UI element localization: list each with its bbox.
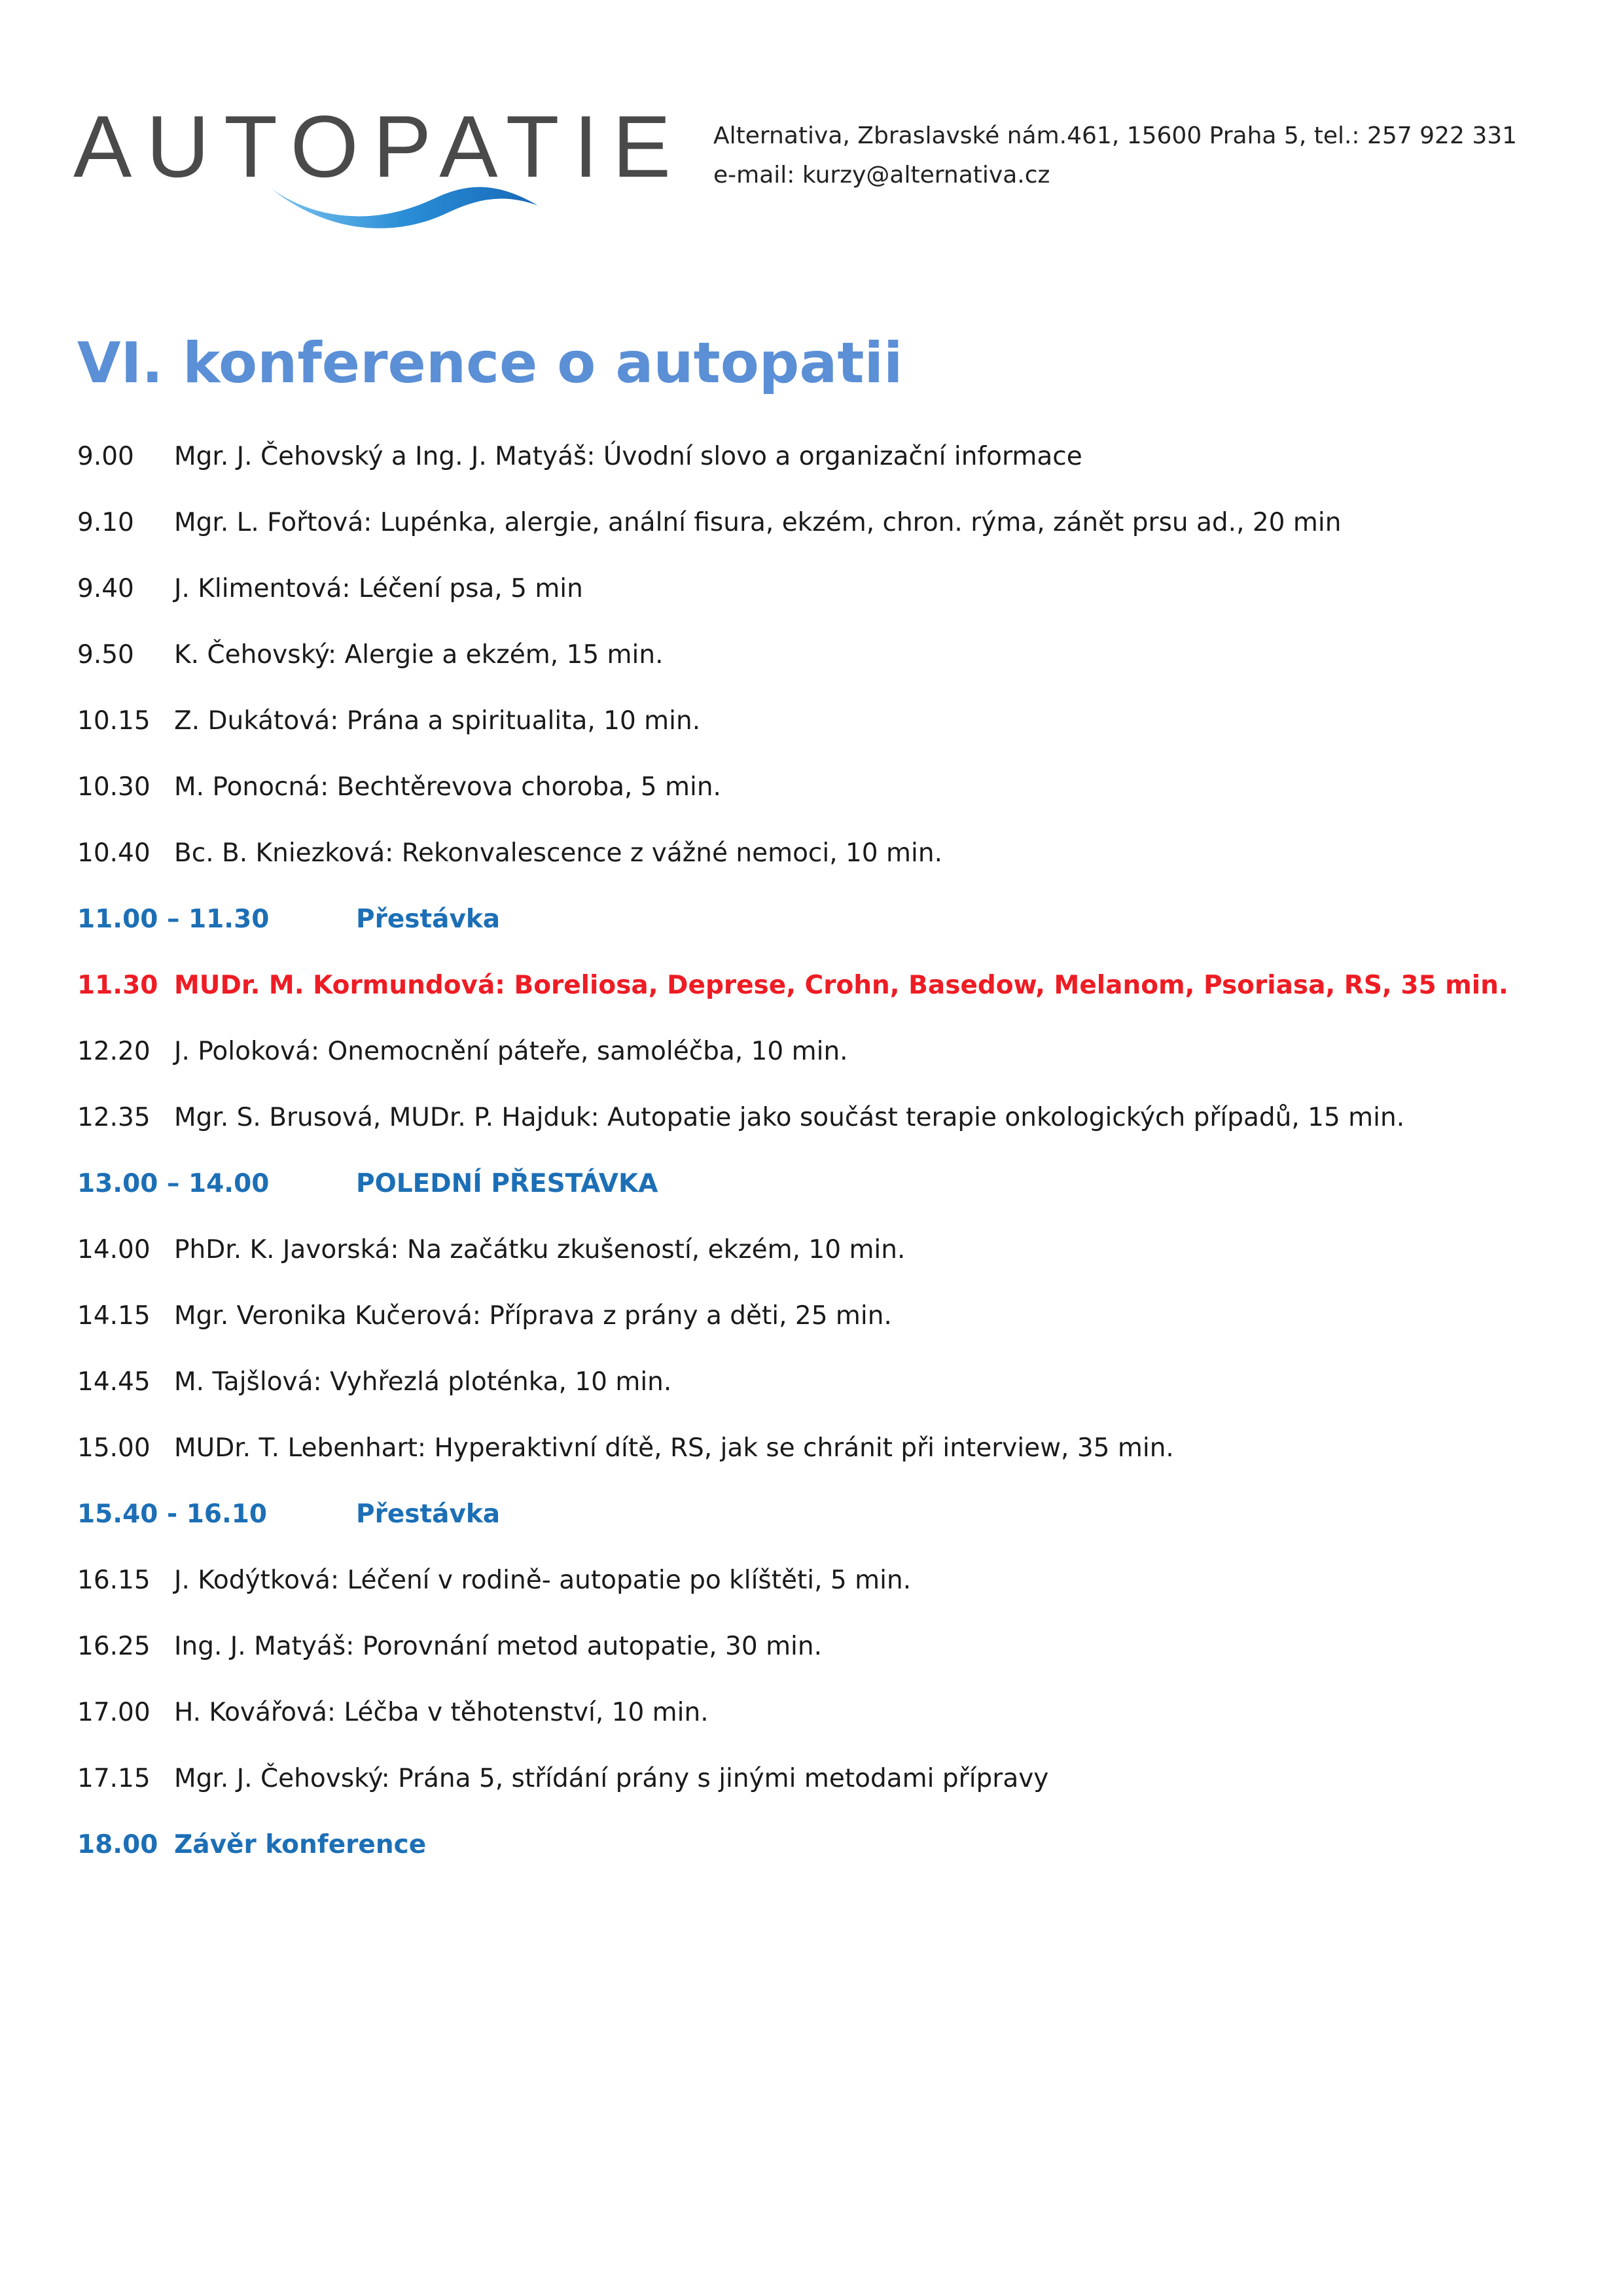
contact-info	[713, 117, 1517, 195]
schedule-row	[77, 971, 1556, 1037]
schedule-row	[77, 1235, 1556, 1301]
schedule-description: M. Tajšlová: Vyhřezlá ploténka, 10 min.	[174, 1367, 672, 1397]
schedule-description: MUDr. M. Kormundová: Boreliosa, Deprese, Crohn, Basedow, Melanom, Psoriasa, RS, 35 min.	[174, 971, 1508, 1000]
page-title: VI. konference o autopatii	[77, 331, 903, 396]
schedule-time: 12.35	[77, 1103, 151, 1132]
schedule-row	[77, 1103, 1556, 1169]
schedule-time: 11.00 – 11.30	[77, 905, 270, 934]
schedule-time: 14.15	[77, 1301, 151, 1331]
schedule-description: J. Kodýtková: Léčení v rodině- autopatie po klíštěti, 5 min.	[174, 1566, 912, 1595]
schedule-time: 16.25	[77, 1632, 151, 1661]
schedule-description: K. Čehovský: Alergie a ekzém, 15 min.	[174, 640, 664, 670]
logo-wave-icon	[270, 174, 544, 233]
schedule-time: 10.30	[77, 772, 151, 802]
schedule-description: Mgr. J. Čehovský: Prána 5, střídání prány s jinými metodami přípravy	[174, 1764, 1049, 1793]
schedule-row	[77, 838, 1556, 905]
schedule-time: 15.40 - 16.10	[77, 1499, 268, 1529]
schedule-time: 9.00	[77, 442, 134, 471]
schedule-description: Bc. B. Kniezková: Rekonvalescence z vážné nemoci, 10 min.	[174, 838, 942, 868]
schedule-row	[77, 1367, 1556, 1433]
schedule-time: 9.50	[77, 640, 134, 670]
schedule-time: 17.00	[77, 1698, 151, 1727]
schedule-row	[77, 442, 1556, 508]
schedule-row	[77, 1764, 1556, 1830]
schedule-description: Mgr. Veronika Kučerová: Příprava z prány a děti, 25 min.	[174, 1301, 892, 1331]
schedule-row	[77, 508, 1556, 574]
schedule-time: 16.15	[77, 1566, 151, 1595]
schedule-description: MUDr. T. Lebenhart: Hyperaktivní dítě, RS, jak se chránit při interview, 35 min.	[174, 1433, 1174, 1463]
schedule-time: 18.00	[77, 1830, 158, 1859]
schedule-time: 9.10	[77, 508, 134, 537]
autopatie-logo	[73, 98, 686, 228]
schedule-time: 17.15	[77, 1764, 151, 1793]
schedule-time: 11.30	[77, 971, 158, 1000]
schedule-row	[77, 574, 1556, 640]
contact-address: Alternativa, Zbraslavské nám.461, 15600 Praha 5, tel.: 257 922 331	[713, 122, 1518, 149]
schedule-row	[77, 1698, 1556, 1764]
schedule-time: 15.00	[77, 1433, 151, 1463]
schedule-time: 9.40	[77, 574, 134, 603]
schedule-row	[77, 706, 1556, 772]
schedule-description: Přestávka	[356, 1499, 501, 1529]
schedule-break-row	[77, 1169, 1556, 1235]
schedule-row	[77, 1566, 1556, 1632]
schedule-break-row	[77, 905, 1556, 971]
schedule-row	[77, 1433, 1556, 1499]
schedule-time: 13.00 – 14.00	[77, 1169, 270, 1198]
schedule-description: Závěr konference	[174, 1830, 427, 1859]
logo-text: AUTOPATIE	[73, 98, 686, 196]
schedule-description: Mgr. S. Brusová, MUDr. P. Hajduk: Autopatie jako součást terapie onkologických případů, 15 min.	[174, 1103, 1405, 1132]
schedule-row	[77, 1301, 1556, 1367]
schedule-time: 10.40	[77, 838, 151, 868]
schedule-time: 14.00	[77, 1235, 151, 1265]
schedule-row	[77, 1830, 1556, 1896]
schedule-row	[77, 1632, 1556, 1698]
schedule-break-row	[77, 1499, 1556, 1566]
schedule-description: POLEDNÍ PŘESTÁVKA	[356, 1169, 658, 1198]
schedule-description: PhDr. K. Javorská: Na začátku zkušeností, ekzém, 10 min.	[174, 1235, 906, 1265]
schedule-description: Přestávka	[356, 905, 501, 934]
schedule-time: 10.15	[77, 706, 151, 736]
schedule-description: J. Klimentová: Léčení psa, 5 min	[174, 574, 583, 603]
schedule-row	[77, 1037, 1556, 1103]
schedule-row	[77, 772, 1556, 838]
schedule-description: J. Poloková: Onemocnění páteře, samoléčba, 10 min.	[174, 1037, 848, 1066]
schedule-description: M. Ponocná: Bechtěrevova choroba, 5 min.	[174, 772, 721, 802]
schedule-description: Mgr. L. Fořtová: Lupénka, alergie, anální fisura, ekzém, chron. rýma, zánět prsu ad., 20 min	[174, 508, 1342, 537]
schedule-row	[77, 640, 1556, 706]
schedule-description: Z. Dukátová: Prána a spiritualita, 10 min.	[174, 706, 701, 736]
contact-email: e-mail: kurzy@alternativa.cz	[713, 162, 1050, 188]
schedule-list	[77, 442, 1556, 1896]
schedule-time: 14.45	[77, 1367, 151, 1397]
schedule-time: 12.20	[77, 1037, 151, 1066]
schedule-description: Ing. J. Matyáš: Porovnání metod autopatie, 30 min.	[174, 1632, 823, 1661]
schedule-description: H. Kovářová: Léčba v těhotenství, 10 min.	[174, 1698, 709, 1727]
schedule-description: Mgr. J. Čehovský a Ing. J. Matyáš: Úvodní slovo a organizační informace	[174, 442, 1082, 471]
